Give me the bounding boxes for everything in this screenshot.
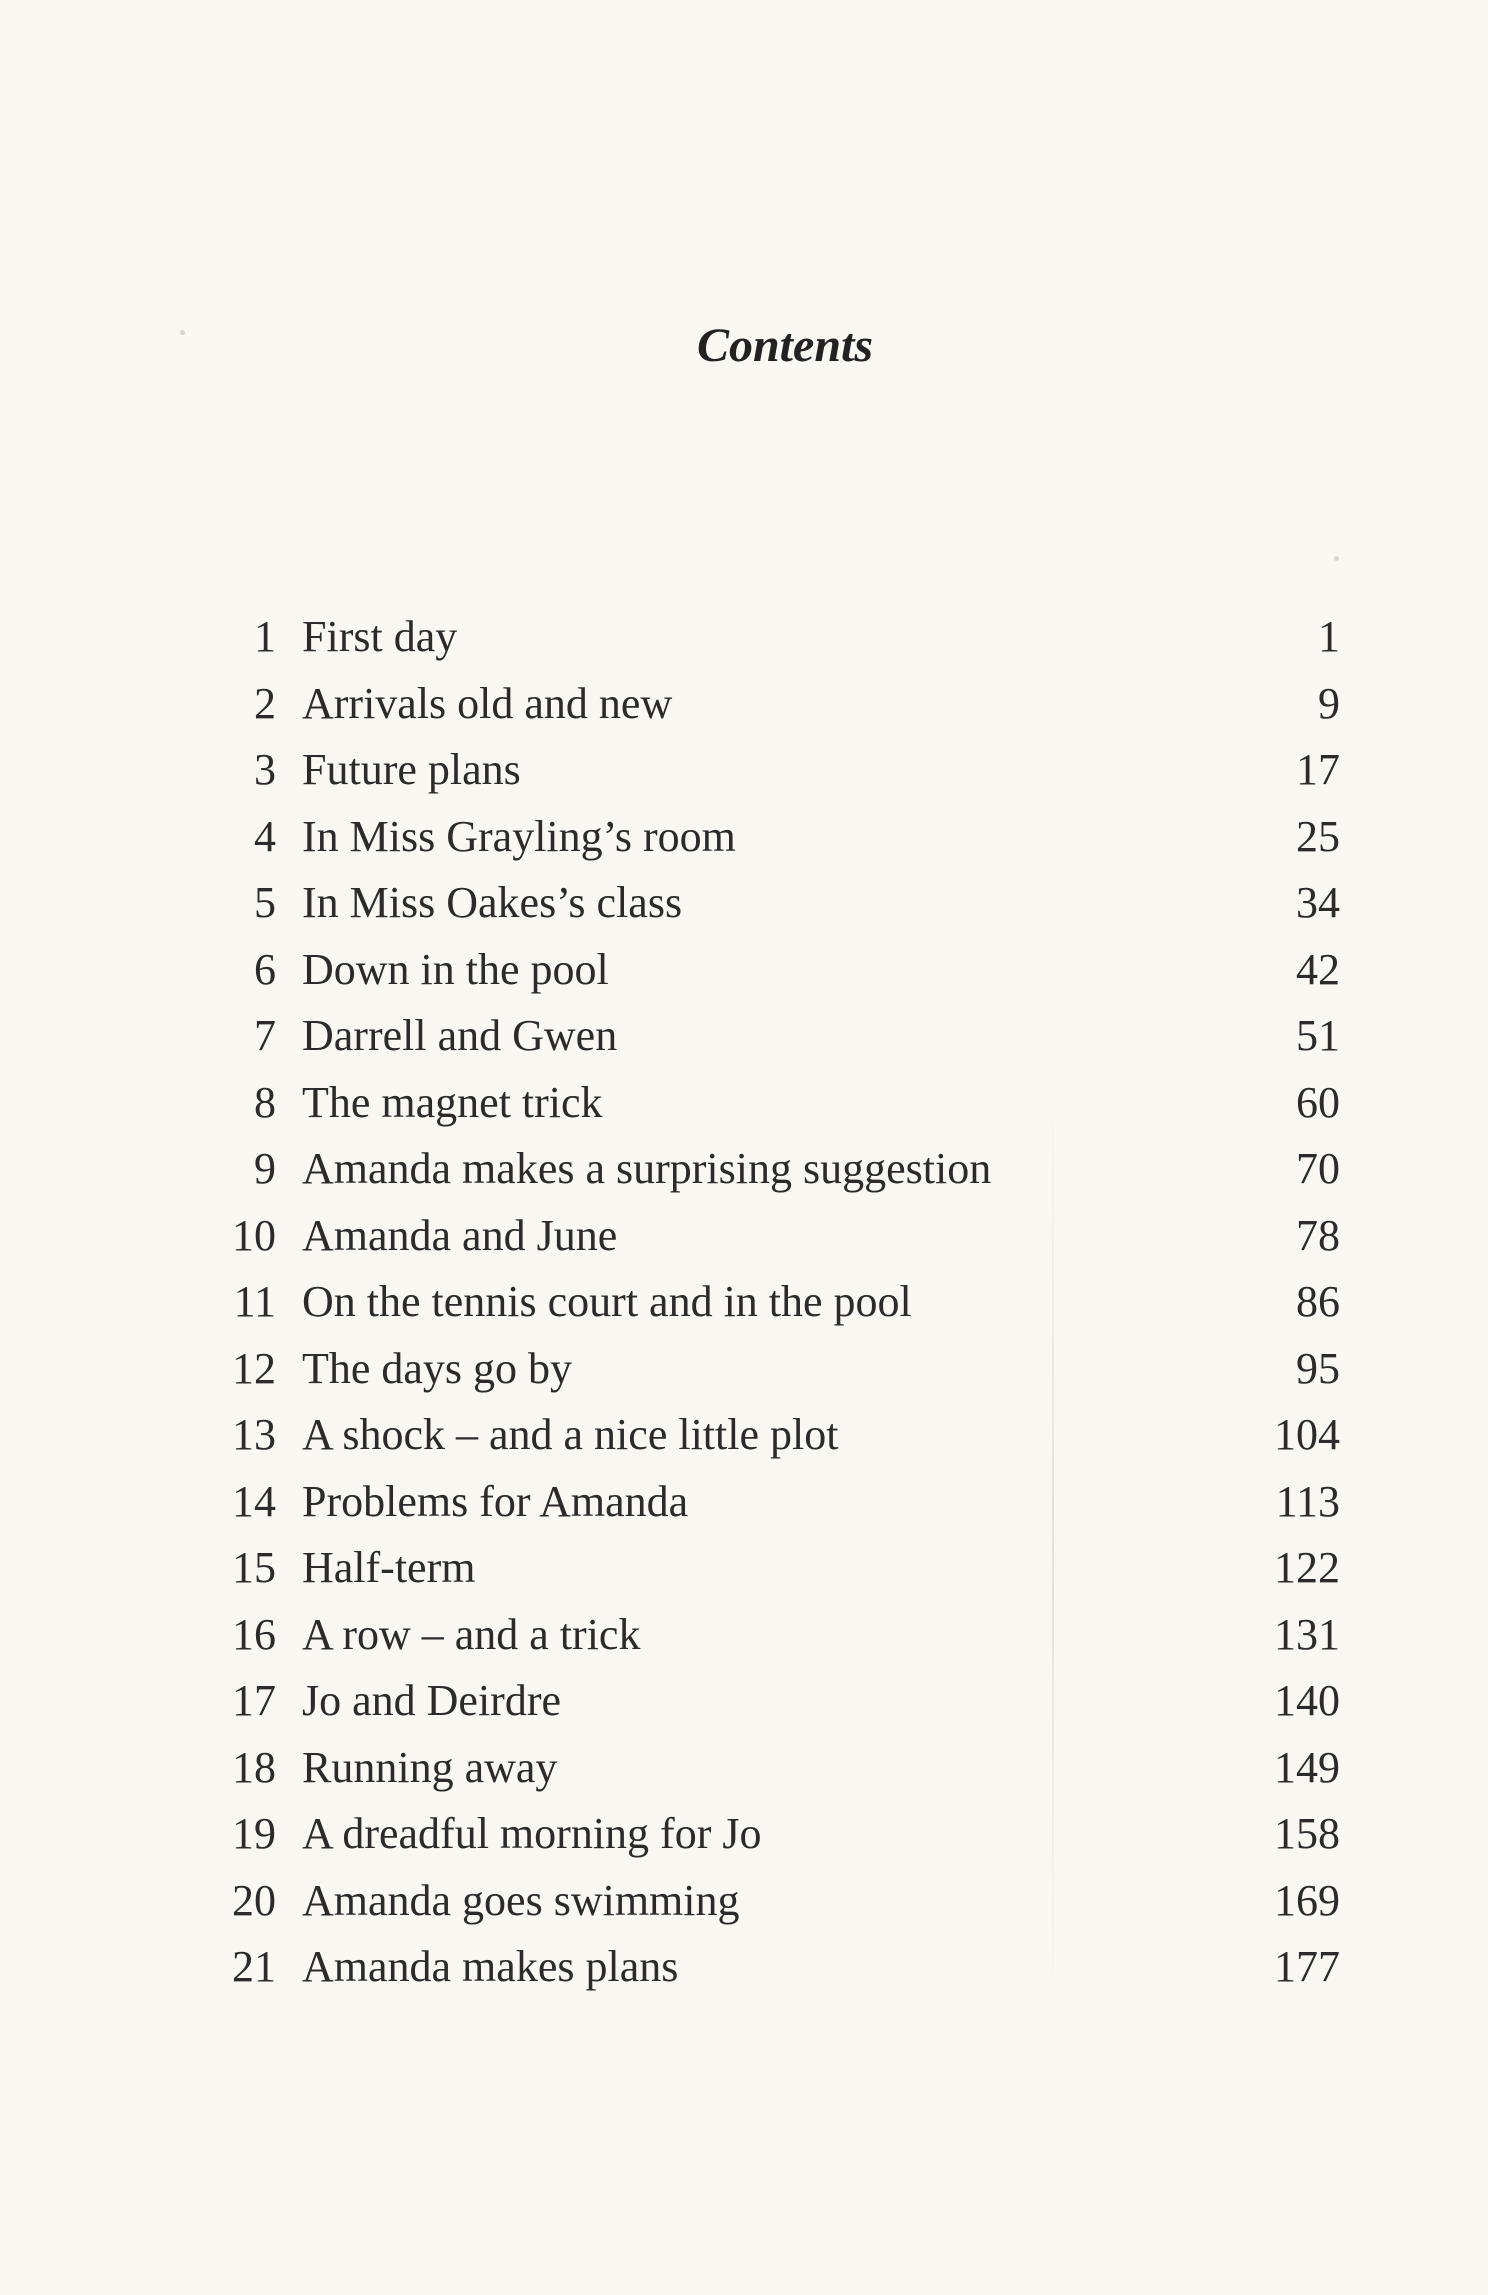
chapter-title: Amanda goes swimming xyxy=(302,1875,740,1925)
chapter-title: In Miss Oakes’s class xyxy=(302,878,683,927)
toc-entry xyxy=(210,1668,1340,1735)
chapter-number: 3 xyxy=(254,745,276,794)
chapter-number: 16 xyxy=(232,1609,276,1659)
toc-entry xyxy=(210,1934,1340,2001)
chapter-title: First day xyxy=(302,612,458,661)
page-number: 158 xyxy=(1274,1809,1340,1858)
toc-entry xyxy=(210,1203,1340,1270)
page-number: 131 xyxy=(1274,1609,1340,1659)
chapter-number: 8 xyxy=(254,1077,276,1127)
chapter-title: On the tennis court and in the pool xyxy=(302,1277,912,1326)
page-number: 149 xyxy=(1274,1742,1340,1792)
page-number: 86 xyxy=(1296,1277,1340,1326)
toc-entry xyxy=(210,1269,1340,1336)
toc-entry xyxy=(210,804,1340,871)
toc-entry xyxy=(210,1070,1340,1137)
chapter-title: Half-term xyxy=(302,1543,476,1592)
chapter-title: Problems for Amanda xyxy=(302,1476,689,1526)
toc-entry xyxy=(210,671,1340,738)
chapter-title: Amanda makes a surprising suggestion xyxy=(302,1144,992,1193)
chapter-title: Future plans xyxy=(302,745,521,794)
toc-entry xyxy=(210,1801,1340,1868)
chapter-title: Down in the pool xyxy=(302,944,609,994)
chapter-title: A dreadful morning for Jo xyxy=(302,1809,762,1858)
chapter-number: 5 xyxy=(254,878,276,927)
page-number: 122 xyxy=(1274,1543,1340,1592)
chapter-number: 1 xyxy=(254,612,276,661)
toc-entry xyxy=(210,1136,1340,1203)
page-number: 60 xyxy=(1296,1077,1340,1127)
toc-entry xyxy=(210,1469,1340,1536)
chapter-title: Amanda makes plans xyxy=(302,1942,679,1991)
chapter-title: A row – and a trick xyxy=(302,1609,641,1659)
chapter-title: A shock – and a nice little plot xyxy=(302,1410,839,1459)
paper-speck xyxy=(1334,556,1339,561)
chapter-title: Running away xyxy=(302,1742,558,1792)
table-of-contents xyxy=(210,604,1340,2001)
page-number: 25 xyxy=(1296,811,1340,861)
toc-entry xyxy=(210,737,1340,804)
chapter-number: 21 xyxy=(232,1942,276,1991)
chapter-number: 13 xyxy=(232,1410,276,1459)
page-number: 177 xyxy=(1274,1942,1340,1991)
toc-entry xyxy=(210,1402,1340,1469)
page-number: 140 xyxy=(1274,1676,1340,1725)
chapter-title: The days go by xyxy=(302,1343,573,1393)
page-title: Contents xyxy=(696,319,874,372)
chapter-number: 17 xyxy=(232,1676,276,1725)
chapter-title: Arrivals old and new xyxy=(302,678,673,728)
chapter-number: 9 xyxy=(254,1144,276,1193)
chapter-title: Amanda and June xyxy=(302,1210,618,1260)
page-number: 42 xyxy=(1296,944,1340,994)
chapter-title: In Miss Grayling’s room xyxy=(302,811,736,861)
page-number: 104 xyxy=(1274,1410,1340,1459)
page-number: 9 xyxy=(1318,678,1340,728)
chapter-number: 14 xyxy=(232,1476,276,1526)
page-number: 113 xyxy=(1275,1476,1340,1526)
page-number: 169 xyxy=(1274,1875,1340,1925)
page-number: 1 xyxy=(1318,612,1340,661)
toc-entry xyxy=(210,1535,1340,1602)
toc-entry xyxy=(210,1336,1340,1403)
toc-entry xyxy=(210,604,1340,671)
chapter-number: 4 xyxy=(254,811,276,861)
toc-entry xyxy=(210,1868,1340,1935)
page-number: 95 xyxy=(1296,1343,1340,1393)
chapter-number: 2 xyxy=(254,678,276,728)
toc-entry xyxy=(210,937,1340,1004)
chapter-number: 19 xyxy=(232,1809,276,1858)
toc-entry xyxy=(210,1003,1340,1070)
page-number: 17 xyxy=(1296,745,1340,794)
page-number: 70 xyxy=(1296,1144,1340,1193)
chapter-title: The magnet trick xyxy=(302,1077,603,1127)
chapter-number: 18 xyxy=(232,1742,276,1792)
page-number: 78 xyxy=(1296,1210,1340,1260)
chapter-title: Jo and Deirdre xyxy=(302,1676,562,1725)
chapter-number: 11 xyxy=(233,1277,276,1326)
chapter-number: 10 xyxy=(232,1210,276,1260)
chapter-number: 12 xyxy=(232,1343,276,1393)
page-number: 51 xyxy=(1296,1011,1340,1060)
chapter-number: 7 xyxy=(254,1011,276,1060)
chapter-number: 6 xyxy=(254,944,276,994)
chapter-title: Darrell and Gwen xyxy=(302,1011,618,1060)
toc-entry xyxy=(210,1735,1340,1802)
toc-entry xyxy=(210,1602,1340,1669)
page-number: 34 xyxy=(1296,878,1340,927)
toc-entry xyxy=(210,870,1340,937)
chapter-number: 15 xyxy=(232,1543,276,1592)
chapter-number: 20 xyxy=(232,1875,276,1925)
